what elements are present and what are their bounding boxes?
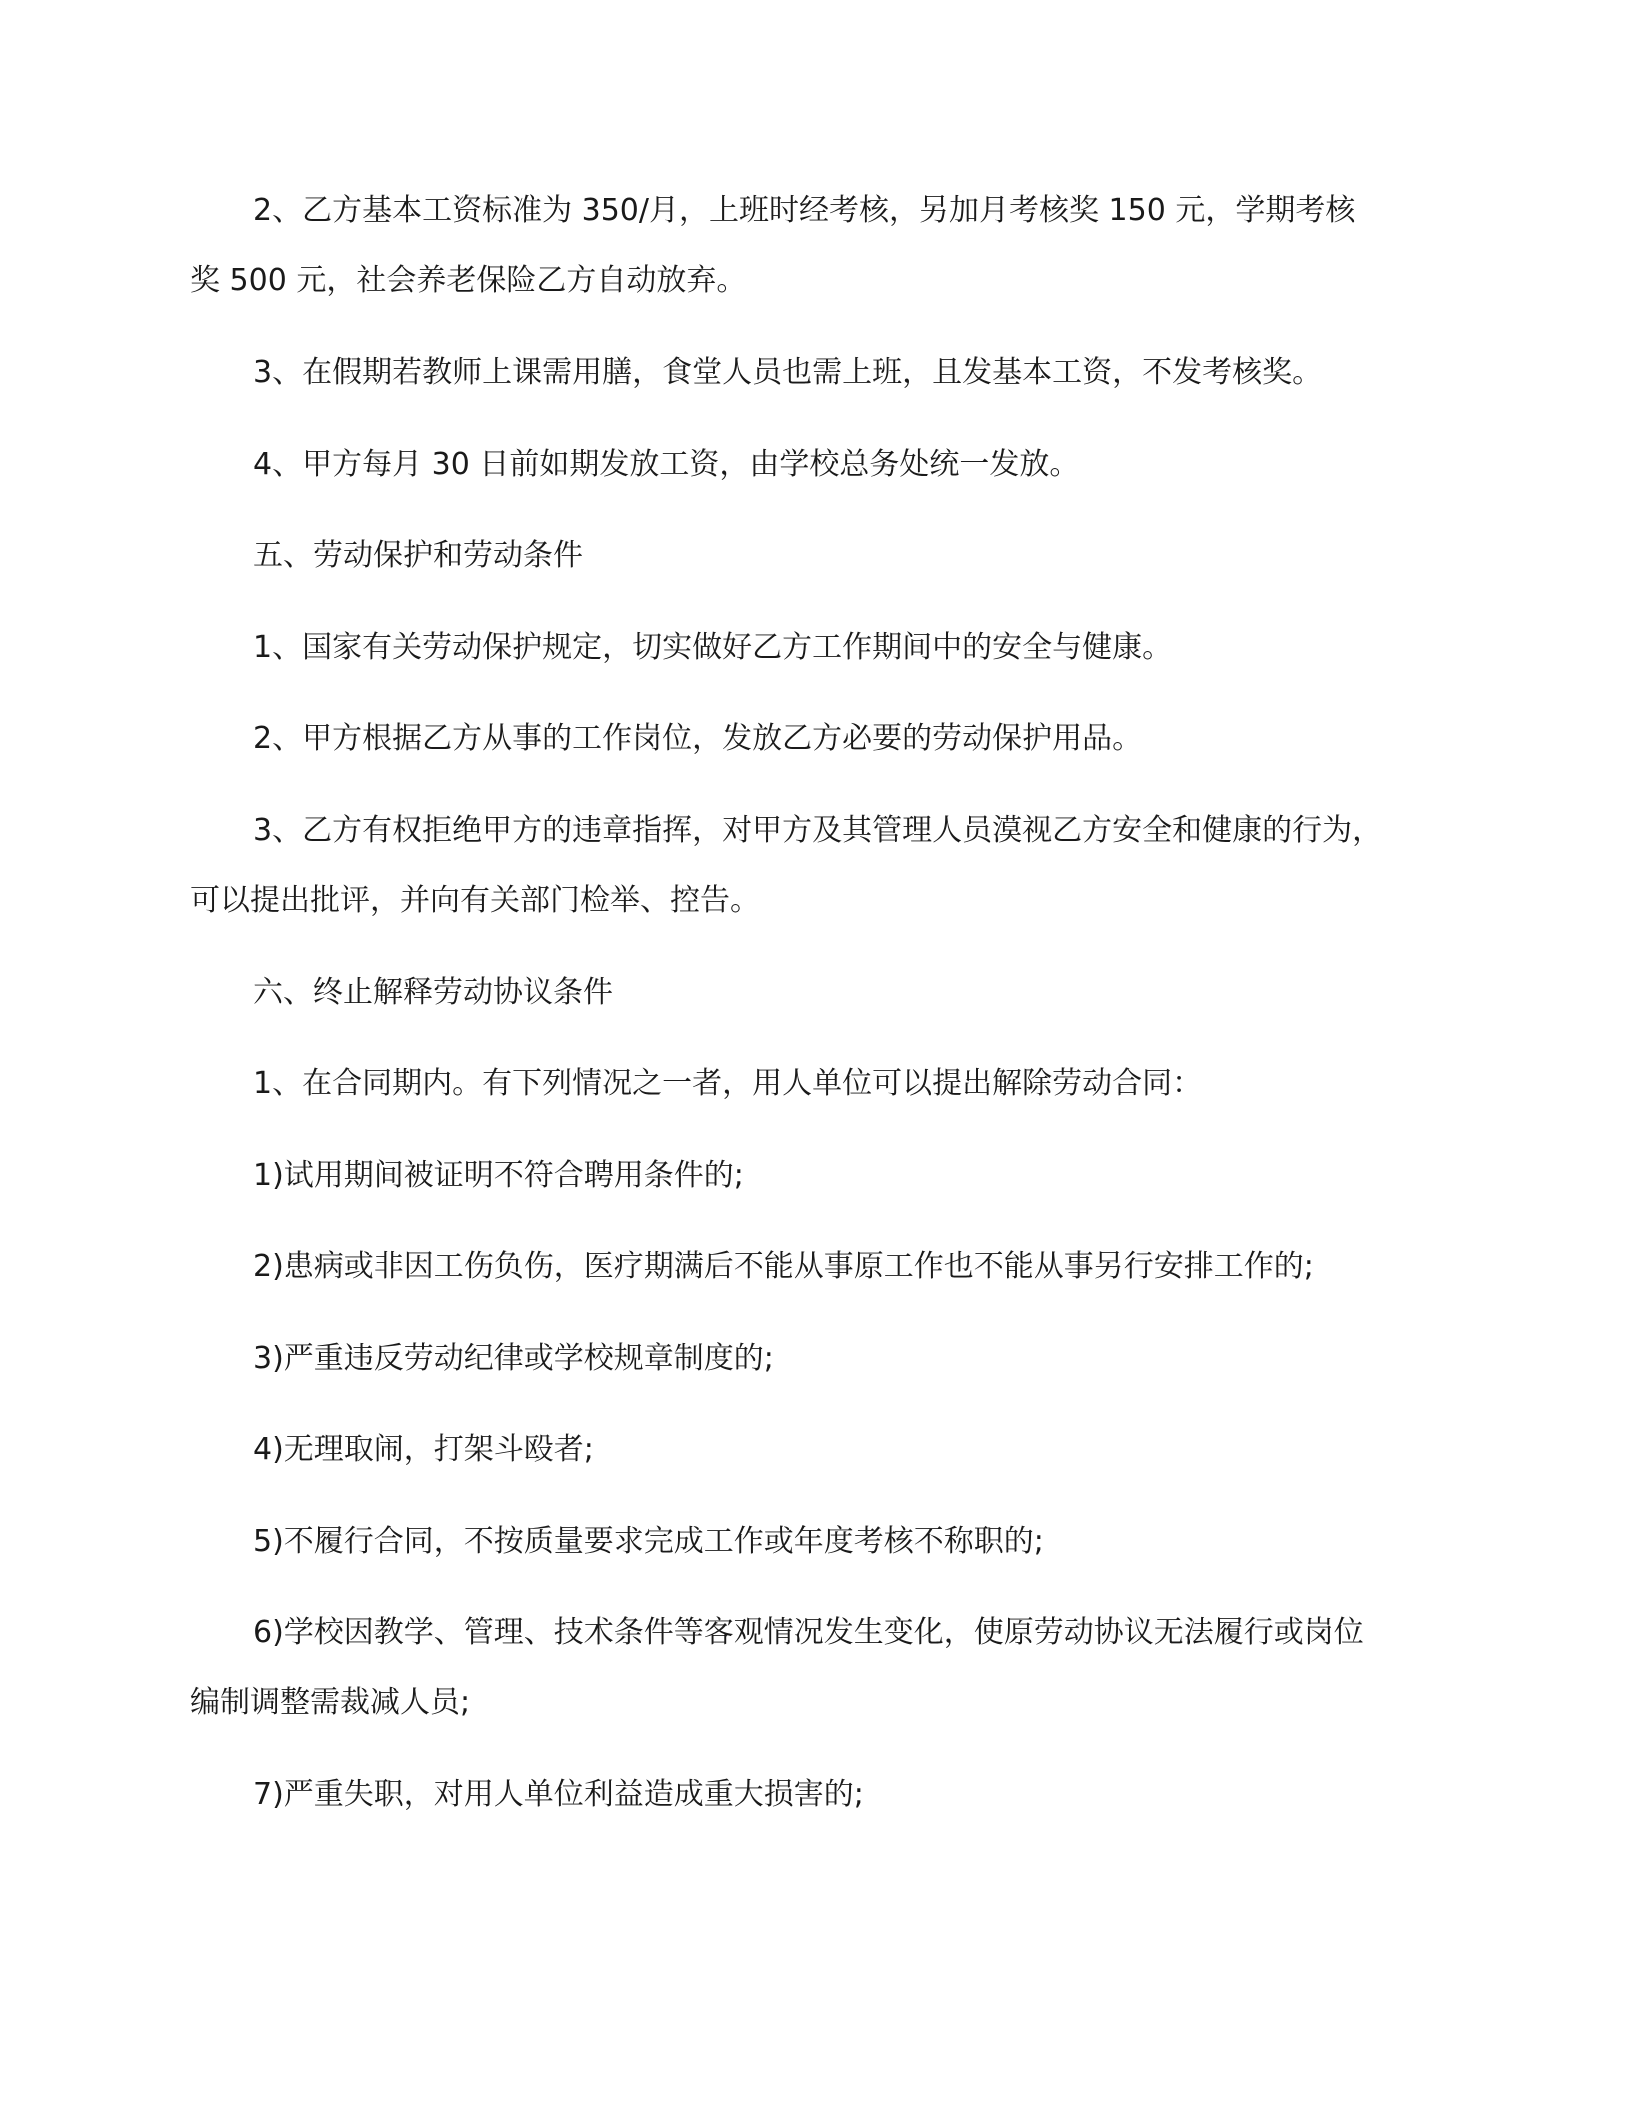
list-item-objective-change: 6)学校因教学、管理、技术条件等客观情况发生变化，使原劳动协议无法履行或岗位	[253, 1615, 1364, 1650]
paragraph-holiday-meal: 3、在假期若教师上课需用膳，食堂人员也需上班，且发基本工资，不发考核奖。	[253, 355, 1323, 390]
paragraph-safety-health: 1、国家有关劳动保护规定，切实做好乙方工作期间中的安全与健康。	[253, 630, 1173, 665]
paragraph-termination-conditions: 1、在合同期内。有下列情况之一者，用人单位可以提出解除劳动合同：	[253, 1066, 1203, 1101]
list-item-objective-change-cont: 编制调整需裁减人员;	[190, 1685, 471, 1720]
section-heading-termination: 六、终止解释劳动协议条件	[253, 975, 613, 1010]
list-item-serious-negligence: 7)严重失职，对用人单位利益造成重大损害的;	[253, 1777, 864, 1812]
paragraph-protective-equipment: 2、甲方根据乙方从事的工作岗位，发放乙方必要的劳动保护用品。	[253, 721, 1143, 756]
list-item-nonperformance: 5)不履行合同，不按质量要求完成工作或年度考核不称职的;	[253, 1524, 1044, 1559]
paragraph-pay-date: 4、甲方每月 30 日前如期发放工资，由学校总务处统一发放。	[253, 447, 1080, 482]
section-heading-labor-protection: 五、劳动保护和劳动条件	[253, 538, 583, 573]
paragraph-refuse-violations-cont: 可以提出批评，并向有关部门检举、控告。	[190, 883, 760, 918]
list-item-probation: 1)试用期间被证明不符合聘用条件的;	[253, 1158, 744, 1193]
list-item-illness: 2)患病或非因工伤负伤，医疗期满后不能从事原工作也不能从事另行安排工作的;	[253, 1249, 1314, 1284]
list-item-discipline: 3)严重违反劳动纪律或学校规章制度的;	[253, 1341, 774, 1376]
paragraph-salary-standard-cont: 奖 500 元，社会养老保险乙方自动放弃。	[190, 263, 747, 298]
paragraph-salary-standard: 2、乙方基本工资标准为 350/月，上班时经考核，另加月考核奖 150 元，学期考核	[253, 193, 1356, 228]
list-item-fighting: 4)无理取闹，打架斗殴者;	[253, 1432, 594, 1467]
paragraph-refuse-violations: 3、乙方有权拒绝甲方的违章指挥，对甲方及其管理人员漠视乙方安全和健康的行为，	[253, 813, 1383, 848]
